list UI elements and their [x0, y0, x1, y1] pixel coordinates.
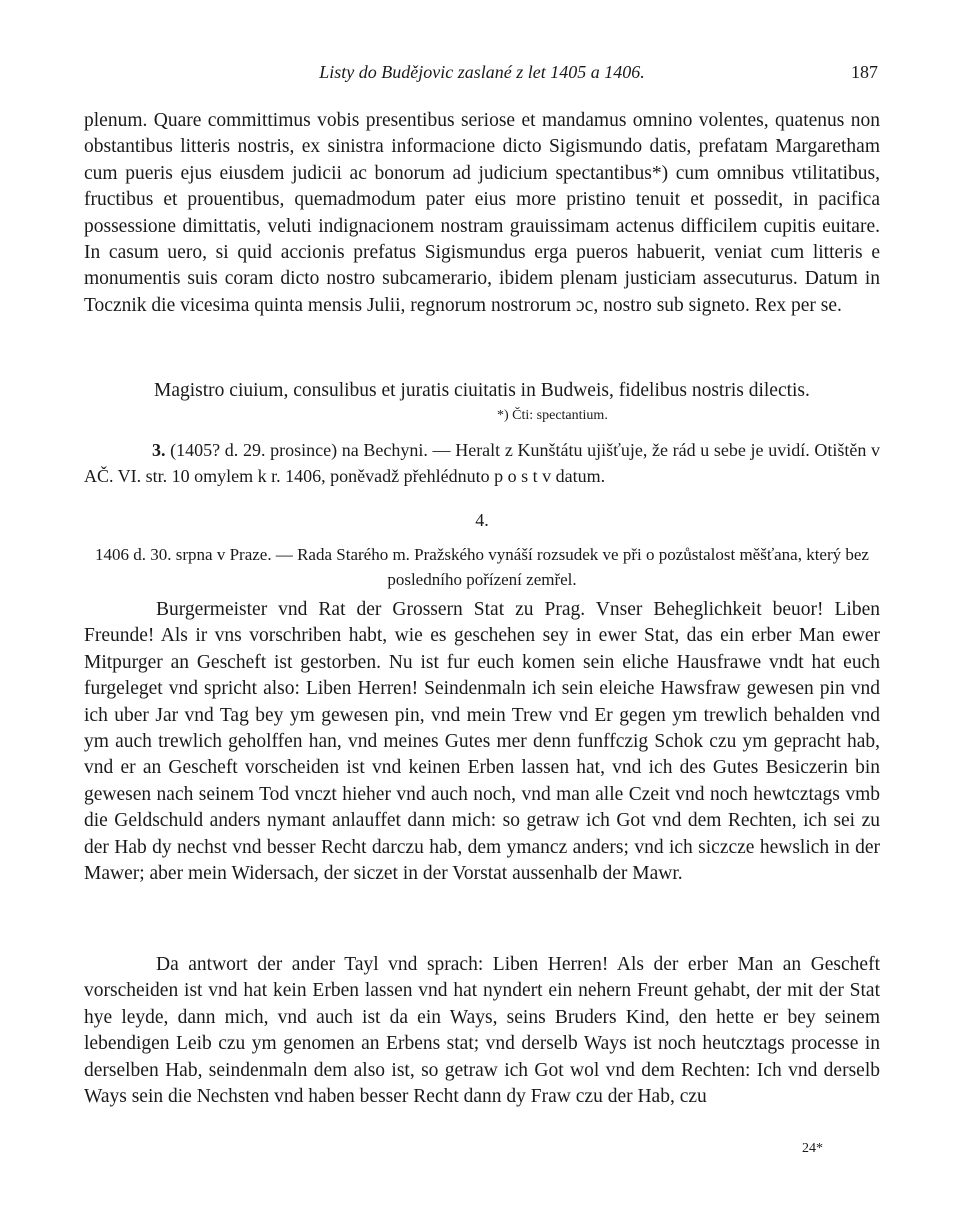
- document-4-paragraph-1: Burgermeister vnd Rat der Grossern Stat zu Prag. Vnser Beheglichkeit beuor! Liben Freunde! Als ir vns vorschriben habt, wie es geschehen sey in ewer Stat, das ein erber Man ewer Mitpurger an Gescheft ist gestorben. Nu ist fur euch komen sein eliche Hausfrawe vndt hat euch furgeleget vnd spricht also: Liben Herren! Seindenmaln ich sein eleiche Hawsfraw gewesen pin vnd ich uber Jar vnd Tag bey ym gewesen pin, vnd mein Trew vnd Er gegen ym trewlich behalden vnd ym auch trewlich geholffen han, vnd meines Gutes mer denn funffczig Schok czu ym gepracht hab, vnd er an Gescheft vorscheiden ist vnd keinen Erben lassen hat, vnd ich des Gutes Besiczerin bin gewesen nach seinem Tod vnczt hieher vnd auch noch, vnd man alle Czeit vnd noch hewtcztags vmb die Geldschuld anders nymant anlauffet dann mich: so getraw ich Got vnd dem Rechten, ich sei zu der Hab dy nechst vnd besser Recht darczu hab, dem ymancz anders; vnd ich siczcze hewslich in der Mawer; aber mein Widersach, der siczet in der Vorstat aussenhalb der Mawr.: [84, 599, 880, 885]
- document-4-regest: 1406 d. 30. srpna v Praze. — Rada Starého m. Pražského vynáší rozsudek ve při o pozůstalost měšťana, který bez posledního pořízení zemřel.: [95, 545, 869, 589]
- footnote: *) Čti: spectantium.: [497, 408, 608, 423]
- running-title: Listy do Budějovic zaslané z let 1405 a 1406.: [319, 62, 645, 82]
- document-3-entry: [84, 437, 880, 489]
- address-paragraph: Magistro ciuium, consulibus et juratis ciuitatis in Budweis, fidelibus nostris dilectis.: [154, 380, 810, 401]
- running-header: [84, 62, 880, 86]
- body-paragraph-1: plenum. Quare committimus vobis presentibus seriose et mandamus omnino volentes, quatenus non obstantibus litteris nostris, ex sinistra informacione dicto Sigismundo datis, prefatam Margaretham cum pueris ejus eiusdem judicii ac bonorum ad judicium spectantibus*) cum omnibus vtilitatibus, fructibus et prouentibus, quemadmodum pater eius more pristino tenuit et possedit, in pacifica possessione dimittatis, veluti indignacionem nostram grauissimam actenus difficilem cupitis euitare. In casum uero, si quid accionis prefatus Sigismundus erga pueros habuerit, veniat cum litteris e monumentis suis coram dicto nostro subcamerario, ibidem plenam justiciam assecuturus. Datum in Tocznik die vicesima quinta mensis Julii, regnorum nostrorum ɔc, nostro sub signeto. Rex per se.: [84, 110, 880, 316]
- document-4-number: 4.: [475, 510, 489, 530]
- document-3-text: (1405? d. 29. prosince) na Bechyni. — Heralt z Kunštátu ujišťuje, že rád u sebe je uvidí. Otištěn v AČ. VI. str. 10 omylem k r. 1406, poněvadž přehlédnuto p o s t v datum.: [84, 440, 881, 486]
- document-3-number: 3.: [152, 440, 166, 460]
- signature-mark: 24*: [802, 1141, 823, 1156]
- document-4-paragraph-2: Da antwort der ander Tayl vnd sprach: Liben Herren! Als der erber Man an Gescheft vorscheiden ist vnd hat kein Erben lassen vnd hat nyndert ein nehern Freunt gehabt, der mit der Stat hye leyde, dann mich, vnd auch ist da ein Ways, seins Bruders Kind, den hette er bey seinem lebendigen Leib czu ym genomen an Erbens stat; vnd derselb Ways ist noch heutcztags processe in derselben Hab, seindenmaln dem also ist, so getraw ich Got wol vnd dem Rechten: Ich vnd derselb Ways sein die Nechsten vnd haben besser Recht dann dy Fraw czu der Hab, czu: [84, 954, 880, 1108]
- page-number: 187: [851, 62, 878, 82]
